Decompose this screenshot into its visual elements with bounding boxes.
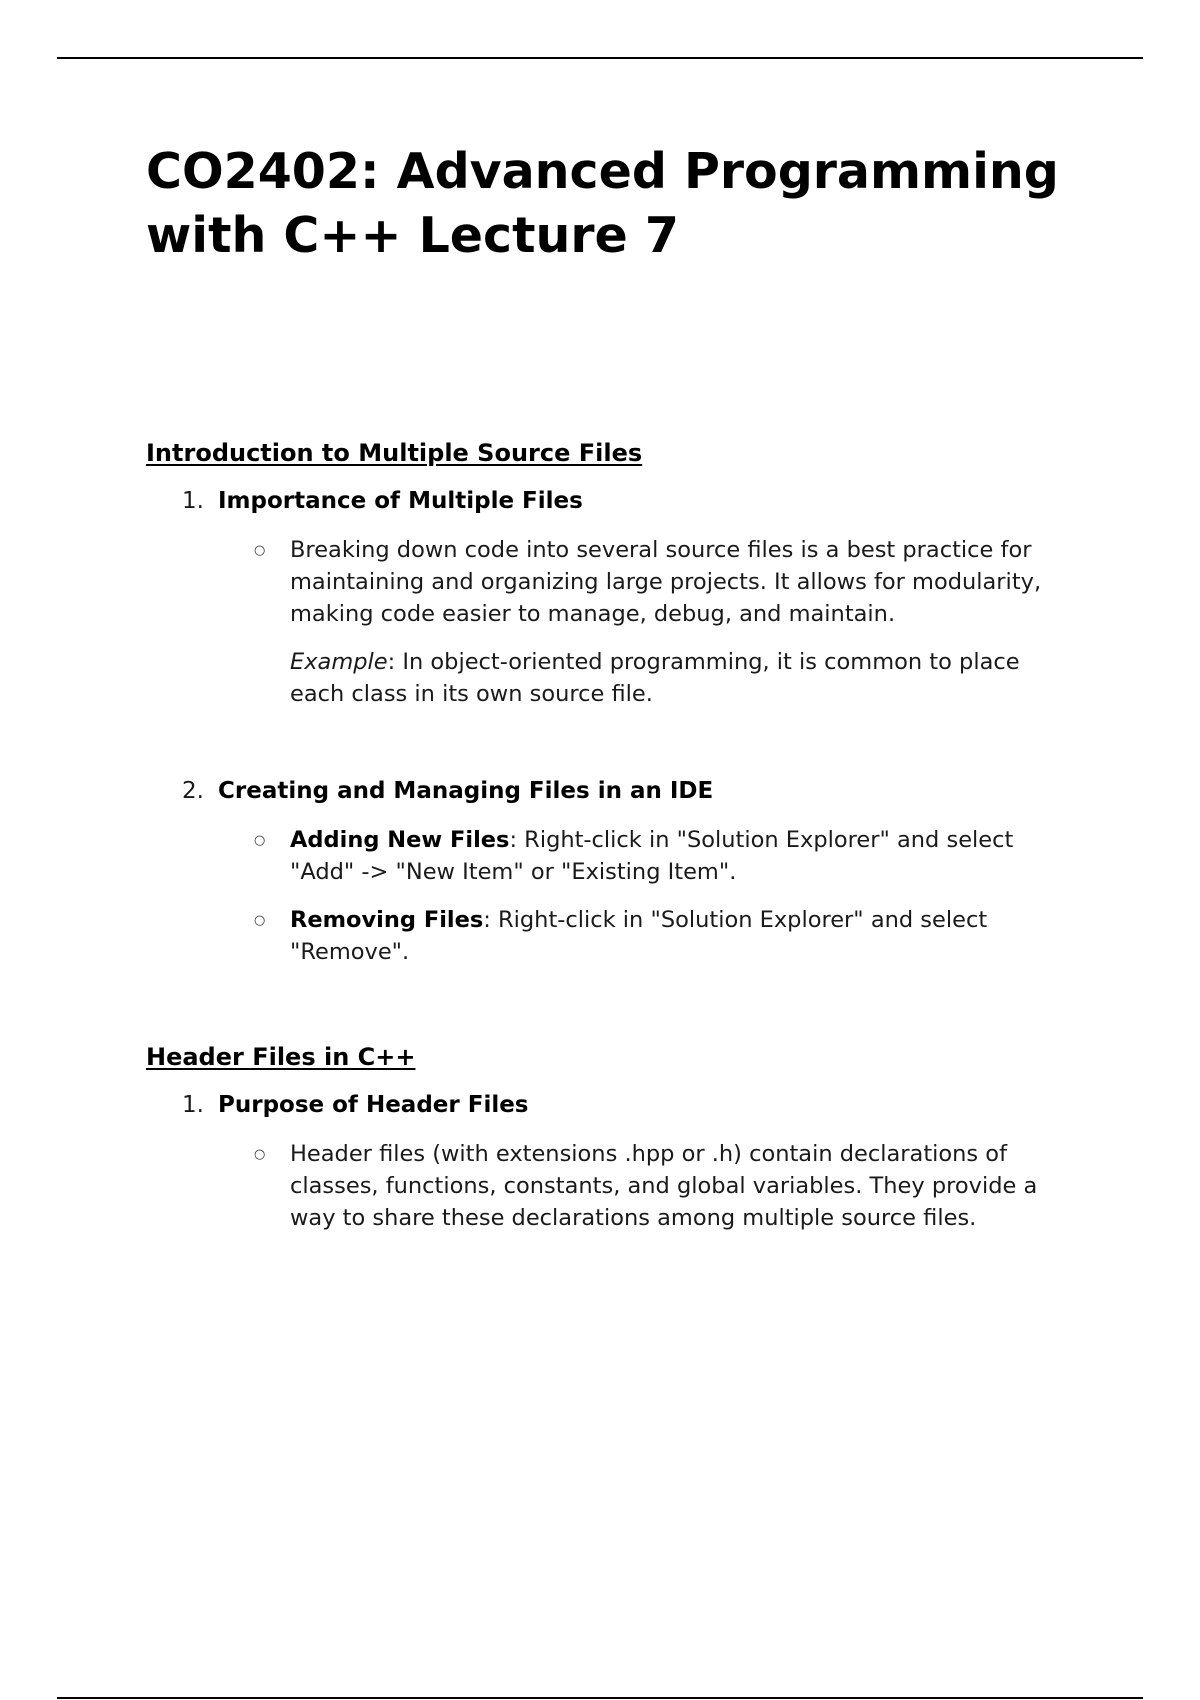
example-paragraph — [218, 646, 1080, 710]
list-item-importance-of-multiple-files — [146, 486, 1066, 516]
section-heading-header-files: Header Files in C++ — [146, 1043, 416, 1071]
bullet-item — [218, 904, 1080, 968]
list-item-creating-managing-files — [146, 776, 1066, 806]
bullet-text: : Right-click in "Solution Explorer" and select "Add" -> "New Item" or "Existing Item". — [290, 827, 1014, 885]
item-title: Purpose of Header Files — [218, 1092, 529, 1118]
bullet-list — [146, 824, 1066, 968]
document-body — [146, 140, 1066, 1250]
bullet-circle-icon: ○ — [254, 833, 266, 848]
bullet-list — [146, 1138, 1066, 1234]
bullet-item — [218, 824, 1080, 888]
example-label: Example — [290, 649, 388, 675]
bullet-circle-icon: ○ — [254, 913, 266, 928]
bullet-item — [218, 1138, 1080, 1234]
bullet-text: Breaking down code into several source files is a best practice for maintaining and organizing large projects. It allows for modularity, making code easier to manage, debug, and maintain. — [290, 537, 1042, 627]
list-number: 2. — [182, 778, 204, 804]
bullet-list — [146, 534, 1066, 710]
list-number: 1. — [182, 488, 204, 514]
page-title: CO2402: Advanced Programming with C++ Lecture 7 — [146, 143, 1059, 264]
item-title: Importance of Multiple Files — [218, 488, 583, 514]
bullet-text: : Right-click in "Solution Explorer" and select "Remove". — [290, 907, 988, 965]
list-item-purpose-of-header-files — [146, 1090, 1066, 1120]
section-heading-multiple-source-files: Introduction to Multiple Source Files — [146, 439, 643, 467]
list-number: 1. — [182, 1092, 204, 1118]
bullet-circle-icon: ○ — [254, 543, 266, 558]
top-rule — [57, 57, 1143, 59]
bullet-label: Adding New Files — [290, 827, 510, 853]
bullet-text: Header files (with extensions .hpp or .h) contain declarations of classes, functions, constants, and global variables. They provide a way to share these declarations among multiple source files. — [290, 1141, 1038, 1231]
bottom-rule — [57, 1697, 1143, 1699]
item-title: Creating and Managing Files in an IDE — [218, 778, 714, 804]
bullet-circle-icon: ○ — [254, 1147, 266, 1162]
bullet-item — [218, 534, 1080, 630]
example-text: : In object-oriented programming, it is common to place each class in its own source file. — [290, 649, 1020, 707]
bullet-label: Removing Files — [290, 907, 484, 933]
